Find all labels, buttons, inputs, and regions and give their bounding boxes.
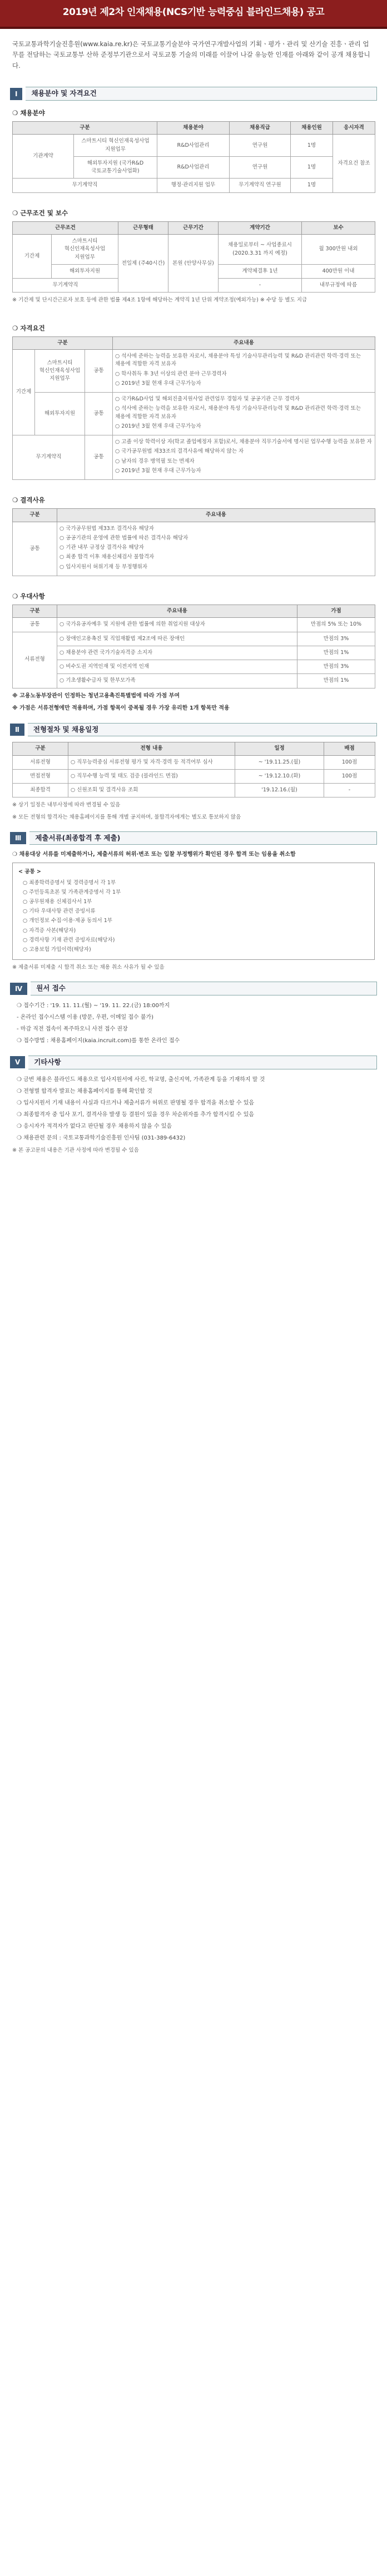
documents-note: ※ 제출서류 미제출 시 합격 취소 또는 채용 취소 사유가 될 수 있음 (12, 964, 165, 971)
section-4-title: 원서 접수 (31, 982, 377, 995)
table-row (13, 435, 375, 480)
table-cell: 기간제 (13, 350, 35, 435)
table-cell: 계약체결후 1년 (219, 264, 302, 278)
table-cell: 채용일로부터 ~ 사업종료시 (2020.3.31 까지 예정) (219, 235, 302, 265)
list-item: ❍ 응시자가 적격자가 없다고 판단될 경우 채용하지 않을 수 있음 (17, 1123, 172, 1130)
table-cell: 전일제 (주40시간) (118, 235, 168, 293)
recruit-field-heading: ❍ 채용분야 (12, 108, 45, 117)
qualification-table (12, 336, 375, 480)
table-row (13, 632, 375, 646)
table-header: 근무형태 (118, 221, 168, 234)
requirement-list (113, 350, 375, 393)
table-header: 계약기간 (219, 221, 302, 234)
list-item: ○ 입사지원서 허위기재 등 부정행위자 (59, 563, 148, 570)
list-item: ○ 경력사항 기재 관련 증빙자료(해당자) (23, 937, 115, 943)
table-header: 주요내용 (57, 605, 297, 618)
section-5-header (10, 1056, 377, 1069)
table-cell: 만점의 5% 또는 10% (297, 618, 375, 632)
table-header: 채용분야 (157, 122, 230, 135)
announcement-page (0, 0, 387, 1175)
table-header: 전형 내용 (68, 742, 235, 755)
table-cell: 무기계약직 (13, 279, 118, 293)
table-cell: 만점의 3% (297, 632, 375, 646)
table-cell: 공통 (85, 350, 113, 393)
process-note: ※ 모든 전형의 합격자는 채용홈페이지를 통해 개별 공지하며, 불합격자에게는 별도로 통보하지 않음 (12, 814, 241, 820)
list-item: ○ 최종 합격 이후 채용신체검사 불합격자 (59, 554, 155, 561)
table-cell: 자격요건 참조 (333, 135, 375, 192)
preference-note: ※ 고용노동부장관이 인정하는 청년고용촉진특별법에 따라 가점 부여 (12, 692, 180, 699)
table-header: 채용인원 (291, 122, 333, 135)
section-4-header (10, 982, 377, 995)
table-cell: 1명 (291, 156, 333, 179)
table-cell: ○ 직무수행 능력 및 태도 검증 (블라인드 면접) (68, 769, 235, 783)
table-cell: '19.12.16.(월) (235, 784, 324, 797)
table-cell: 스마트시티 혁신인재육성사업 지원업무 (52, 235, 118, 265)
preference-table (12, 605, 375, 688)
table-header: 주요내용 (113, 336, 375, 349)
exclusion-heading: ❍ 결격사유 (12, 496, 45, 504)
table-header: 일정 (235, 742, 324, 755)
process-note: ※ 상기 일정은 내부사정에 따라 변경될 수 있음 (12, 802, 121, 809)
list-item: ○ 고졸 이상 학력이상 자(학교 졸업예정자 포함)로서, 채용분야 직무기술서에 명시된 업무수행 능력을 보유한 자 (115, 439, 372, 445)
table-cell: 서류전형 (13, 755, 68, 769)
table-cell: 무기계약직 (13, 179, 157, 192)
table-cell: ○ 기초생활수급자 및 한부모가족 (57, 674, 297, 688)
list-item: ○ 개인정보 수집·이용·제공 동의서 1부 (23, 918, 112, 924)
table-cell: 내부규정에 따름 (302, 279, 375, 293)
table-cell: ○ 채용분야 관련 국가기술자격증 소지자 (57, 646, 297, 660)
table-cell: 해외투자지원 (국가R&D 국토교통기술사업화) (74, 156, 157, 179)
exclusion-list (57, 522, 375, 576)
table-cell: ○ 직무능력중심 서류전형 평가 및 자격·경력 등 적격여부 심사 (68, 755, 235, 769)
list-item: ❍ 전형별 합격자 발표는 채용홈페이지를 통해 확인할 것 (17, 1088, 152, 1094)
section-3-number: Ⅲ (10, 832, 26, 844)
table-cell: 400만원 이내 (302, 264, 375, 278)
table-cell: 해외투자지원 (35, 393, 85, 435)
table-cell: - (219, 279, 302, 293)
table-cell: 만점의 1% (297, 646, 375, 660)
table-cell: 만점의 3% (297, 660, 375, 674)
table-cell: 월 300만원 내외 (302, 235, 375, 265)
table-cell: 면접전형 (13, 769, 68, 783)
table-cell: 공통 (85, 393, 113, 435)
list-item: ○ 2019년 3월 현재 우대 근무가능자 (115, 467, 201, 474)
table-header: 보수 (302, 221, 375, 234)
list-item: ❍ 접수기간 : '19. 11. 11.(월) ~ '19. 11. 22.(금) 18:00까지 (17, 1003, 170, 1009)
documents-box-title: < 공통 > (18, 869, 41, 875)
table-row (13, 179, 375, 192)
application-list (17, 1001, 370, 1046)
footer-note: ※ 본 공고문의 내용은 기관 사정에 따라 변경될 수 있음 (12, 1147, 139, 1153)
table-row (13, 660, 375, 674)
list-item: ○ 공무원채용 신체검사서 1부 (23, 899, 92, 905)
requirement-list (113, 393, 375, 435)
table-cell: 1명 (291, 135, 333, 157)
section-2-number: Ⅱ (10, 724, 24, 736)
requirement-list (113, 435, 375, 480)
table-row (13, 674, 375, 688)
table-cell: 무기계약직 (13, 435, 85, 480)
misc-list (17, 1075, 370, 1143)
list-item: - 온라인 접수시스템 이용 (방문, 우편, 이메일 접수 불가) (17, 1014, 154, 1021)
list-item: ○ 고용보험 가입이력(해당자) (23, 946, 91, 953)
table-header: 구분 (13, 605, 57, 618)
recruit-field-table (12, 121, 375, 193)
table-header: 가점 (297, 605, 375, 618)
table-header: 구분 (13, 742, 68, 755)
list-item: ○ 2019년 3월 현재 우대 근무가능자 (115, 380, 201, 387)
process-table (12, 742, 375, 797)
list-item: ○ 국가공무원법 제33조의 결격사유에 해당하지 않는 자 (115, 448, 244, 455)
table-row (13, 769, 375, 783)
table-row (13, 646, 375, 660)
table-header: 채용직급 (230, 122, 291, 135)
table-cell: 공통 (13, 522, 57, 576)
section-2-title: 전형절차 및 채용일정 (28, 723, 377, 737)
table-cell: ~ '19.12.10.(화) (235, 769, 324, 783)
table-cell: ~ '19.11.25.(월) (235, 755, 324, 769)
documents-box (12, 863, 375, 960)
table-row (13, 135, 375, 157)
table-cell: 연구원 (230, 156, 291, 179)
table-row (13, 755, 375, 769)
list-item: ❍ 금번 채용은 블라인드 채용으로 입사지원서에 사진, 학교명, 출신지역, 가족관계 등을 기재하지 말 것 (17, 1076, 265, 1083)
list-item: ❍ 최종합격자 중 입사 포기, 결격사유 발생 등 결원이 있을 경우 차순위자를 추가 합격시킬 수 있음 (17, 1111, 254, 1118)
qualification-heading: ❍ 자격요건 (12, 324, 45, 332)
table-header: 구분 (13, 509, 57, 522)
table-cell: 기관계약 (13, 135, 74, 179)
table-cell: 100점 (324, 755, 375, 769)
list-item: - 마감 직전 접속이 폭주하오니 사전 접수 권장 (17, 1026, 128, 1033)
table-header: 구분 (13, 336, 113, 349)
table-cell: R&D사업관리 (157, 135, 230, 157)
list-item: ○ 2019년 3월 현재 우대 근무가능자 (115, 423, 201, 429)
preference-note: ※ 가점은 서류전형에만 적용하며, 가점 항목이 중복될 경우 가장 유리한 1개 항목만 적용 (12, 705, 230, 711)
table-header: 근무조건 (13, 221, 118, 234)
table-cell: 무기계약직 연구원 (230, 179, 291, 192)
work-condition-note: ※ 기간제 및 단시간근로자 보호 등에 관한 법률 제4조 1항에 해당하는 계약직 1년 단위 계약조정(예외가능) ※ 수당 등 별도 지급 (12, 297, 307, 304)
table-cell: 행정·관리지원 업무 (157, 179, 230, 192)
table-row (13, 235, 375, 265)
list-item: ○ 국가공무원법 제33조 결격사유 해당자 (59, 525, 155, 532)
section-3-title: 제출서류(최종합격 후 제출) (29, 831, 377, 845)
table-header: 구분 (13, 122, 157, 135)
table-cell: R&D사업관리 (157, 156, 230, 179)
list-item: ○ 기관 내부 규정상 결격사유 해당자 (59, 544, 144, 551)
list-item: ○ 자격증 사본(해당자) (23, 927, 76, 934)
preference-heading: ❍ 우대사항 (12, 592, 45, 600)
table-cell: ○ 국가유공자예우 및 지원에 관한 법률에 의한 취업지원 대상자 (57, 618, 297, 632)
intro-paragraph: 국토교통과학기술진흥원(www.kaia.re.kr)은 국토교통기술분야 국가연구개발사업의 기획ㆍ평가ㆍ관리 및 산기술 진흥ㆍ관리 업무를 전담하는 국토교통부 산하 준정부기관으로서 국토교통 기술의 미래를 이끌어 나갈 유능한 인재를 아래와 같이 공개 채용합니다. (12, 39, 370, 70)
table-header: 응시자격 (333, 122, 375, 135)
section-5-number: Ⅴ (10, 1056, 25, 1068)
table-cell: ○ 비수도권 지역인재 및 이전지역 인재 (57, 660, 297, 674)
table-cell: 본원 (안양사무실) (168, 235, 219, 293)
work-condition-table (12, 221, 375, 293)
table-cell: 스마트시티 혁신인재육성사업 지원업무 (74, 135, 157, 157)
list-item: ❍ 채용관련 문의 : 국토교통과학기술진흥원 인사팀 (031-389-6432) (17, 1135, 186, 1141)
section-2-header (10, 723, 377, 737)
work-condition-heading: ❍ 근무조건 및 보수 (12, 209, 68, 217)
table-header: 근무기간 (168, 221, 219, 234)
list-item: ○ 공공기관의 운영에 관한 법률에 따른 결격사유 해당자 (59, 534, 188, 541)
table-cell: 1명 (291, 179, 333, 192)
page-title: 2019년 제2차 인재채용(NCS기반 능력중심 블라인드채용) 공고 (0, 0, 387, 29)
list-item: ○ 국가R&D사업 및 해외진출지원사업 관련업무 경험자 및 공공기관 근무 경력자 (115, 396, 300, 403)
list-item: ○ 석사에 준하는 능력을 보유한 자로서, 채용분야 특성 기술사무관리능력 및 R&D 관리관련 학력·경력 또는 채용에 적합한 자격 보유자 (115, 353, 361, 368)
section-1-number: Ⅰ (10, 88, 22, 100)
table-cell: 공통 (13, 618, 57, 632)
table-row (13, 522, 375, 576)
table-cell: 해외투자지원 (52, 264, 118, 278)
table-cell: 기간제 (13, 235, 52, 279)
table-cell: 만점의 1% (297, 674, 375, 688)
list-item: ❍ 접수방법 : 채용홈페이지(kaia.incruit.com)를 통한 온라인 접수 (17, 1038, 180, 1044)
table-header: 주요내용 (57, 509, 375, 522)
list-item: ○ 기타 우대사항 관련 증빙서류 (23, 908, 96, 915)
section-1-header (10, 87, 377, 101)
table-cell: 공통 (85, 435, 113, 480)
list-item: ❍ 입사지원서 기재 내용이 사실과 다르거나 제출서류가 허위로 판명될 경우 합격을 취소할 수 있음 (17, 1099, 255, 1106)
table-header: 배점 (324, 742, 375, 755)
list-item: ○ 남자의 경우 병역필 또는 면제자 (115, 458, 195, 464)
table-row (13, 784, 375, 797)
table-cell: 서류전형 (13, 632, 57, 688)
table-row (13, 393, 375, 435)
section-4-number: Ⅳ (10, 983, 27, 995)
section-5-title: 기타사항 (28, 1056, 377, 1069)
section-3-header (10, 831, 377, 845)
list-item: ○ 주민등록초본 및 가족관계증명서 각 1부 (23, 889, 121, 895)
exclusion-table (12, 508, 375, 576)
table-cell: ○ 신원조회 및 결격사유 조회 (68, 784, 235, 797)
list-item: ○ 최종학력증명서 및 경력증명서 각 1부 (23, 879, 116, 886)
table-cell: 연구원 (230, 135, 291, 157)
table-cell: 최종합격 (13, 784, 68, 797)
table-cell: 100점 (324, 769, 375, 783)
documents-lead: ❍ 채용대상 서류를 미제출하거나, 제출서류의 허위·변조 또는 입찰 부정행위가 확인된 경우 합격 또는 임용을 취소함 (12, 851, 296, 858)
table-cell: - (324, 784, 375, 797)
table-row (13, 350, 375, 393)
table-row (13, 618, 375, 632)
list-item: ○ 학사취득 후 3년 이상의 관련 분야 근무경력자 (115, 370, 227, 377)
list-item: ○ 석사에 준하는 능력을 보유한 자로서, 채용분야 특성 기술사무관리능력 및 R&D 관리관련 학력·경력 또는 채용에 적합한 자격 보유자 (115, 405, 361, 420)
table-cell: 스마트시티 혁신인재육성사업 지원업무 (35, 350, 85, 393)
table-cell: ○ 장애인고용촉진 및 직업재활법 제2조에 따른 장애인 (57, 632, 297, 646)
section-1-title: 채용분야 및 자격요건 (26, 87, 377, 101)
